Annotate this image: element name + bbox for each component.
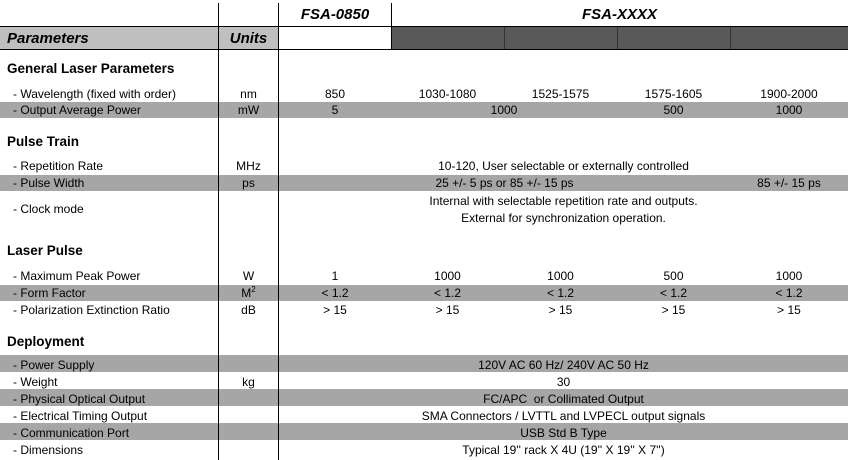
cell-peak-power-col2: 1000: [434, 269, 461, 283]
row-label-per: - Polarization Extinction Ratio: [13, 303, 170, 317]
cell-clock-mode-line2: External for synchronization operation.: [461, 211, 666, 225]
row-label-timing-output: - Electrical Timing Output: [13, 409, 148, 423]
cell-per-col5: > 15: [777, 303, 801, 317]
cell-per-fsa0850: > 15: [323, 303, 347, 317]
cell-peak-power-col5: 1000: [775, 269, 803, 283]
row-label-dimensions: - Dimensions: [13, 443, 84, 457]
section-laser-pulse: Laser Pulse: [7, 243, 83, 258]
row-label-output-power: - Output Average Power: [13, 103, 141, 117]
row-label-wavelength: - Wavelength (fixed with order): [13, 87, 176, 101]
row-label-power-supply: - Power Supply: [13, 358, 95, 372]
unit-form-factor-sup: 2: [251, 285, 256, 294]
col-header-units: Units: [229, 30, 268, 47]
unit-form-factor: [219, 285, 278, 301]
grid-hline-top: [0, 26, 848, 27]
row-label-rep-rate: - Repetition Rate: [13, 159, 104, 173]
section-pulse-train: Pulse Train: [7, 134, 80, 149]
cell-wavelength-col2: 1030-1080: [418, 87, 477, 101]
unit-output-power: mW: [237, 103, 260, 117]
cell-output-power-col2-3: 1000: [490, 103, 518, 117]
unit-weight: kg: [242, 375, 255, 389]
unit-form-factor-base: M: [241, 286, 252, 300]
row-label-optical-output: - Physical Optical Output: [13, 392, 146, 406]
cell-timing-output: SMA Connectors / LVTTL and LVPECL output signals: [421, 409, 706, 423]
col-header-fsa-xxxx: FSA-XXXX: [581, 6, 657, 23]
cell-weight: 30: [556, 375, 571, 389]
cell-per-col4: > 15: [661, 303, 686, 317]
cell-comm-port: USB Std B Type: [520, 426, 607, 440]
cell-peak-power-col3: 1000: [547, 269, 574, 283]
cell-pulse-width-main: 25 +/- 5 ps or 85 +/- 15 ps: [435, 176, 574, 190]
grid-vline-dark-1: [504, 27, 505, 49]
cell-optical-output: FC/APC or Collimated Output: [483, 392, 644, 406]
row-label-weight: - Weight: [13, 375, 58, 389]
col-header-parameters: Parameters: [7, 30, 89, 47]
grid-vline-dark-2: [617, 27, 618, 49]
cell-rep-rate: 10-120, User selectable or externally controlled: [438, 159, 689, 173]
unit-wavelength: nm: [240, 87, 257, 101]
unit-peak-power: W: [242, 269, 255, 283]
section-deployment: Deployment: [7, 334, 85, 349]
fsa-xxxx-header-fill: [391, 27, 848, 49]
grid-vline-units-left: [218, 3, 219, 460]
cell-peak-power-fsa0850: 1: [331, 269, 339, 283]
unit-per: dB: [241, 303, 256, 317]
row-label-clock-mode: - Clock mode: [13, 202, 84, 216]
cell-output-power-col4: 500: [663, 103, 684, 117]
unit-rep-rate: MHz: [236, 159, 261, 173]
grid-hline-header-bottom: [0, 49, 848, 50]
unit-pulse-width: ps: [242, 176, 255, 190]
cell-form-factor-col3: < 1.2: [546, 286, 575, 300]
cell-output-power-fsa0850: 5: [331, 103, 339, 117]
cell-power-supply: 120V AC 60 Hz/ 240V AC 50 Hz: [478, 358, 649, 372]
cell-form-factor-fsa0850: < 1.2: [321, 286, 349, 300]
cell-form-factor-col5: < 1.2: [775, 286, 803, 300]
cell-dimensions: Typical 19'' rack X 4U (19'' X 19'' X 7''): [462, 443, 665, 457]
col-header-fsa-0850: FSA-0850: [300, 6, 370, 23]
cell-wavelength-col3: 1525-1575: [531, 87, 590, 101]
cell-wavelength-col4: 1575-1605: [644, 87, 703, 101]
cell-per-col3: > 15: [548, 303, 573, 317]
cell-pulse-width-col5: 85 +/- 15 ps: [757, 176, 821, 190]
cell-per-col2: > 15: [435, 303, 460, 317]
row-label-comm-port: - Communication Port: [13, 426, 130, 440]
cell-clock-mode-line1: Internal with selectable repetition rate and outputs.: [429, 194, 698, 208]
section-general-laser-parameters: General Laser Parameters: [7, 61, 175, 76]
cell-peak-power-col4: 500: [663, 269, 684, 283]
row-label-peak-power: - Maximum Peak Power: [13, 269, 141, 283]
cell-form-factor-col2: < 1.2: [433, 286, 462, 300]
row-label-pulse-width: - Pulse Width: [13, 176, 85, 190]
cell-wavelength-fsa0850: 850: [324, 87, 346, 101]
grid-vline-dark-3: [730, 27, 731, 49]
cell-output-power-col5: 1000: [775, 103, 803, 117]
row-label-form-factor: - Form Factor: [13, 286, 86, 300]
cell-form-factor-col4: < 1.2: [659, 286, 688, 300]
cell-wavelength-col5: 1900-2000: [760, 87, 818, 101]
